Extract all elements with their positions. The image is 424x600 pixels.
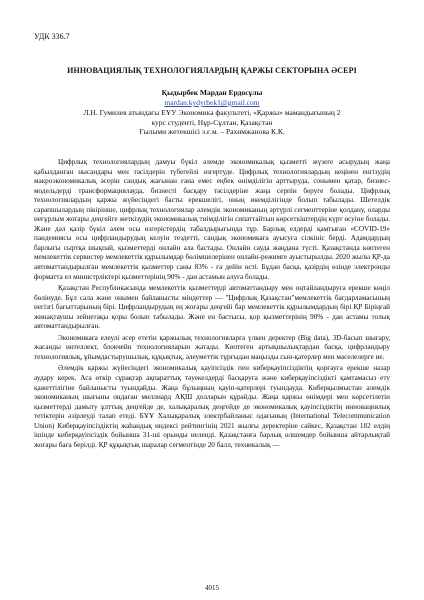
author-name: Қыдырбек Мардан Ердосұлы	[161, 88, 263, 97]
affiliation-line: Ғылыми жетекшісі э.ғ.м. – Рахимжанова К.К.	[139, 127, 285, 137]
body-paragraph: Қазақстан Республикасында мемлекеттік қызметтерді автоматтандыру мен оңтайландыруға ерекше көңіл бөлінуде. Бұл сала және онымен байланысты міндеттер — "Цифрлық Қазақстан"мемлекеттік бағдарламасының негізгі бағыттарының бірі. Цифрландырудың ең жоғары деңгейі бар мемлекеттік құрылымдардың бірі ҚР Біріңғай жинақтаушы зейнетақы қоры болып табылады. Және ен бастысы, қор қызметтерінің 90% - дан астамы толық автоматтандырылған.	[34, 284, 390, 331]
page-number: 4015	[205, 584, 219, 592]
author-affiliation	[40, 108, 384, 137]
affiliation-line: Л.Н. Гумилев атындағы ЕҰУ Экономика факультеті, «Қаржы» мамандығының 2	[83, 108, 341, 117]
article-title: ИННОВАЦИЯЛЫҚ ТЕХНОЛОГИЯЛАРДЫҢ ҚАРЖЫ СЕКТОРЫНА ӘСЕРІ	[67, 66, 357, 75]
udc-code: УДК 336.7	[34, 32, 70, 41]
article-body	[34, 158, 390, 452]
author-email-link[interactable]: mardan.kydyrbek1@gmail.com	[164, 98, 260, 107]
body-paragraph: Әлемдік қаржы жүйесіндегі экономикалық қауіпсіздік пен киберқауіпсіздіктің қорғауға ерекше назар аудару керек. Аса өткір сұрақтар ақпараттық тәуекелдерді басқаруға және киберқауіпсіздікті қамтамасыз ету қажеттілігіне байланысты туындайды. Жаңа бұлыңның қауіп-қатерлері туындауда. Киберқылмыстан әлемдік экономиканың шығыны ондаған миллиард АҚШ долларын құрайды. Жаңа қаржы өнімдері мен көрсетілетін қызметтерді дамыту ұлттық деңгейде де, халықаралық деңгейде де экономикалық қауіпсіздіктің инновациялық тетіктерін әзірлеуді талап етеді. БҰҰ Халықаралық электрбайланыс одағының (International Telecommunication Union) Киберқауіпсіздіктің жаһандық индексі рейтингінің 2021 жылғы деректеріне сәйкес, Қазақстан 182 елдің ішінде киберқауіпсіздік бойынша 31-ші орынды иеленді. Қазақстанға барлық өлшемдер бойынша айтарлықтай жоғары баға берілді. ҚР құқықтық шаралар сегментінде 20 балл, техникалық —	[34, 364, 390, 449]
body-paragraph: Цифрлық технологиялардың дамуы бүкіл әлемде экономикалық қызметті жүзеге асырудың жаңа қабылданған нысандары мен тәсілдерін түбегейлі өзгертуде. Цифрлық технологиялардың кеңінен енгізудің макроэкономикалық әсерін сандық жағынан ғана емес еңбек өнімділігін арттыруда, сонымен қатар, бизнес-модельдерді трансформациялауда, бизнесті басқару тәсілдеріне жаңа серпін беруге болады. Цифрлық технологиялардың қаржы жүйесіндегі басты ерекшелігі, оның икемділігінде болып табылады. Шетелдік сарапшылардың пікірінше, цифрлық технологиялар әлемдік экономиканың әртүрлі сегменттеріне қолдану, оларды неғұрлым жоғары деңгейге жеткізудің экономикалық тиімділігін сипаттайтын көрсеткіштердің күрт өсуіне болады. Және дәл қазір бүкіл әлем осы өзгерістердің табалдырығында тұр. Барлық елдерді қамтыған «COVID-19» пандемиясы осы цифрландырудың келуін тездетті, сандық экономикаға ауысуға сілкініс берді. Адамдардың барлығы сыртқа шықпай, қызметтерді онлайн ала бастады. Онлайн сауда жаңдана түсті. Қазақстанда көптеген мемлекеттік сервистер мемлекеттік құрылымдар бөлімшелерінен онлайн-режимге ауыстырылды. 2020 жылы ҚР-да автоматтандырылған мемлекеттік қызметтер саны 83% - ға дейін өсті. Бұдан басқа, қазірдің өзінде электронды форматта ел министрліктері қызметтерінің 90% - дан астамын алуға болады.	[34, 158, 390, 281]
body-paragraph: Экономикаға елеулі әсер ететін қаржылық технологияларға үлкен деректер (Big data), 3D-басып шығару, жасанды интеллект, блокчейн технологияларын жатады. Көптеген артықшылықтардан басқа, цифрландыру технологиялық, ұйымдастырушылық, құқықтық, әлеуметтік тұрғыдан маңызды сын-қатерлер мен мәселелерге ие.	[34, 333, 390, 361]
affiliation-line: курс студенті, Нұр-Сұлтан, Қазақстан	[151, 117, 273, 127]
